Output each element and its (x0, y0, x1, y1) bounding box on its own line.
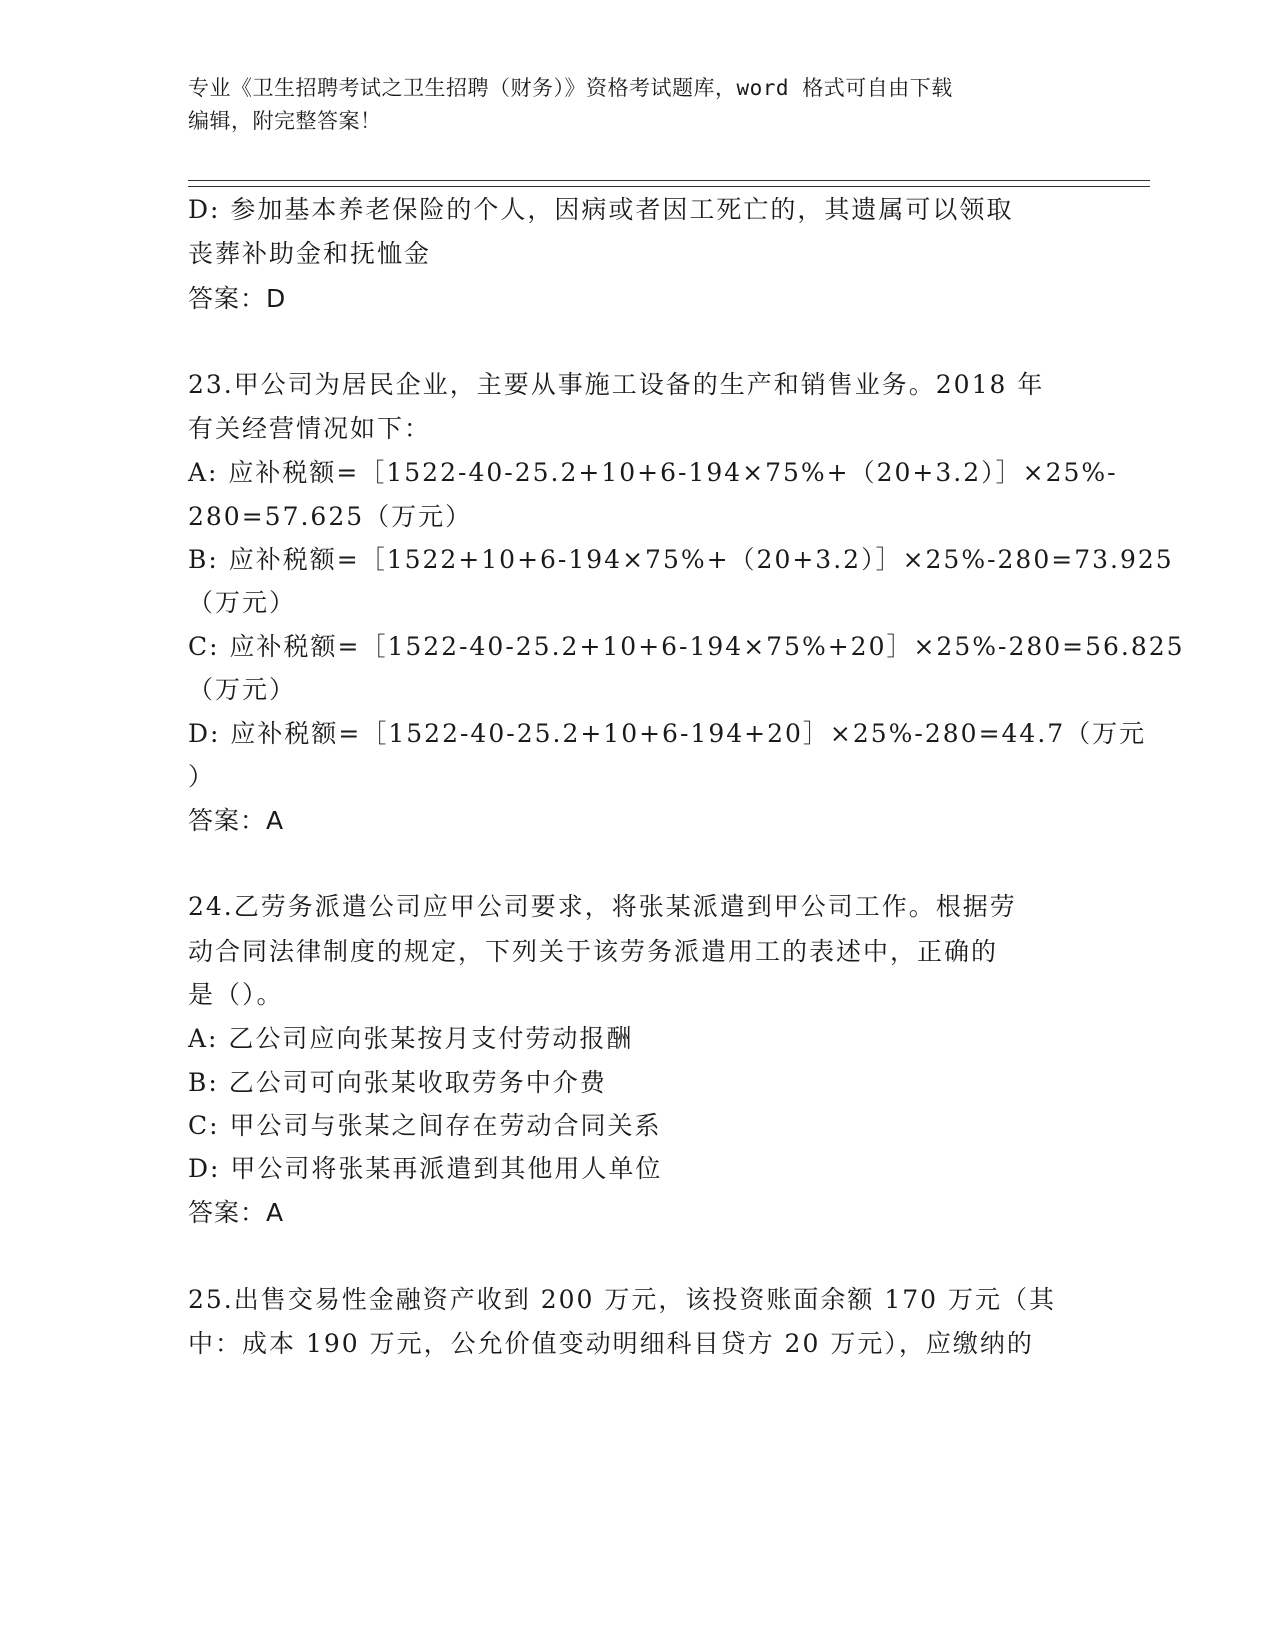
header-line-1: 专业《卫生招聘考试之卫生招聘（财务）》资格考试题库，word 格式可自由下载 (188, 76, 953, 100)
q23-option-c-line-1: C: 应补税额=［1522-40-25.2+10+6-194×75%+20］×25%-280=56.825 (188, 632, 1185, 661)
q25-stem-line-1: 25.出售交易性金融资产收到 200 万元，该投资账面余额 170 万元（其 (188, 1285, 1056, 1314)
q23-option-d-line-2: ） (188, 762, 216, 791)
document-header (188, 72, 1068, 138)
q23-option-c-line-2: （万元） (188, 675, 297, 704)
q24-option-b: B: 乙公司可向张某收取劳务中介费 (188, 1068, 607, 1097)
header-divider-bottom (188, 186, 1150, 187)
q23-stem-line-2: 有关经营情况如下： (188, 414, 432, 443)
q24-stem-line-3: 是（）。 (188, 980, 284, 1009)
q24-stem-line-2: 动合同法律制度的规定，下列关于该劳务派遣用工的表述中，正确的 (188, 937, 999, 966)
header-line-2: 编辑，附完整答案！ (188, 109, 382, 133)
q23-option-d-line-1: D: 应补税额=［1522-40-25.2+10+6-194+20］×25%-280=44.7（万元 (188, 719, 1147, 748)
q23-option-b-line-2: （万元） (188, 588, 297, 617)
q23-option-a-line-1: A: 应补税额=［1522-40-25.2+10+6-194×75%+（20+3.2）］×25%- (188, 458, 1118, 487)
q23-option-a-line-2: 280=57.625（万元） (188, 502, 473, 531)
q24-option-a: A: 乙公司应向张某按月支付劳动报酬 (188, 1024, 634, 1053)
q24-option-d: D: 甲公司将张某再派遣到其他用人单位 (188, 1154, 663, 1183)
q24-option-c: C: 甲公司与张某之间存在劳动合同关系 (188, 1111, 662, 1140)
q25-stem-line-2: 中：成本 190 万元，公允价值变动明细科目贷方 20 万元），应缴纳的 (188, 1329, 1034, 1358)
q23-stem-line-1: 23.甲公司为居民企业，主要从事施工设备的生产和销售业务。2018 年 (188, 370, 1045, 399)
q22-option-d-line-2: 丧葬补助金和抚恤金 (188, 239, 432, 268)
q24-answer: 答案：A (188, 1198, 285, 1227)
header-divider-top (188, 180, 1150, 181)
q23-answer: 答案：A (188, 806, 285, 835)
q22-answer: 答案：D (188, 284, 287, 313)
q22-option-d-line-1: D: 参加基本养老保险的个人，因病或者因工死亡的，其遗属可以领取 (188, 195, 1014, 224)
q24-stem-line-1: 24.乙劳务派遣公司应甲公司要求，将张某派遣到甲公司工作。根据劳 (188, 892, 1017, 921)
q23-option-b-line-1: B: 应补税额=［1522+10+6-194×75%+（20+3.2）］×25%-280=73.925 (188, 545, 1174, 574)
